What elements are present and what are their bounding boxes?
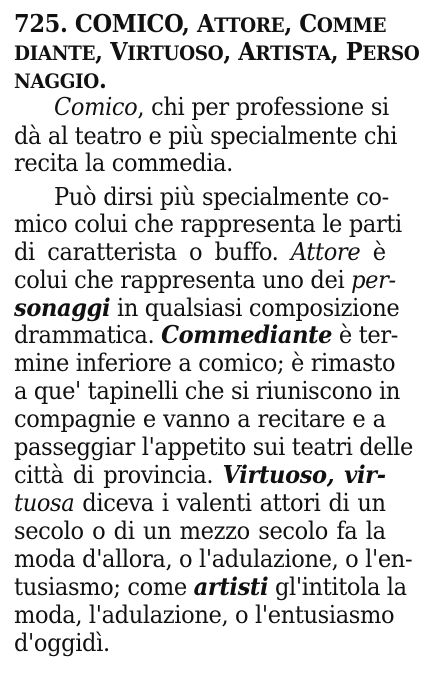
- text-run: .: [98, 65, 107, 94]
- body-line: [14, 265, 396, 295]
- text-run: , C: [284, 9, 317, 38]
- body-line: [14, 516, 386, 546]
- body-line: [14, 293, 400, 323]
- body-line: [14, 320, 398, 350]
- text-run: RTISTA: [255, 41, 331, 65]
- body-line: [14, 348, 396, 378]
- text-run: moda, l'adulazione, o l'entusiasmo: [14, 600, 395, 629]
- text-run: ERSO: [362, 41, 420, 65]
- heading-line: [14, 65, 386, 95]
- text-run: secolo o di un mezzo secolo fa la: [14, 516, 386, 545]
- body-line: [14, 460, 386, 490]
- body-line: [14, 572, 407, 602]
- text-run: colui che rappresenta uno dei: [14, 265, 352, 294]
- text-run: compagnie e vanno a recitare e a: [14, 404, 386, 433]
- text-run: Commediante: [161, 320, 333, 349]
- body-line: [14, 628, 386, 658]
- body-line: [54, 92, 389, 122]
- body-line: [54, 182, 389, 212]
- body-line: [14, 544, 413, 574]
- body-line: [14, 488, 386, 518]
- text-run: d'oggidì.: [14, 628, 110, 657]
- text-run: per-: [351, 265, 396, 294]
- heading-line: [14, 37, 420, 67]
- text-run: 725. COMICO, A: [14, 9, 215, 38]
- text-run: tusiasmo; come: [14, 572, 194, 601]
- text-run: NAGGIO: [14, 69, 99, 93]
- text-run: mine inferiore a comico; è rimasto: [14, 348, 396, 377]
- text-run: Può dirsi più specialmente co-: [54, 182, 389, 211]
- text-run: recita la commedia.: [14, 148, 233, 177]
- body-line: [14, 600, 395, 630]
- text-run: è: [360, 237, 386, 266]
- text-run: drammatica.: [14, 320, 162, 349]
- body-line: [14, 209, 402, 239]
- text-run: gl'intitola la: [268, 572, 407, 601]
- text-run: passeggiar l'appetito sui teatri delle: [14, 432, 413, 461]
- body-line: [14, 376, 400, 406]
- text-run: città di provincia.: [14, 460, 223, 489]
- text-run: , V: [95, 37, 128, 66]
- text-run: Attore: [290, 237, 361, 266]
- text-run: Virtuoso, vir-: [222, 460, 386, 489]
- body-line: [14, 121, 398, 151]
- text-run: TTORE: [214, 13, 285, 37]
- text-run: , A: [223, 37, 256, 66]
- body-line: [14, 237, 386, 267]
- text-run: , P: [330, 37, 363, 66]
- text-run: dà al teatro e più specialmente chi: [14, 121, 398, 150]
- text-run: sonaggi: [14, 293, 111, 322]
- body-line: [14, 148, 386, 178]
- text-run: in qualsiasi composizione: [110, 293, 400, 322]
- text-run: diceva i valenti attori di un: [74, 488, 386, 517]
- text-run: DIANTE: [14, 41, 96, 65]
- text-run: a que' tapinelli che si riuniscono in: [14, 376, 400, 405]
- text-run: di caratterista o buffo.: [14, 237, 291, 266]
- text-run: tuosa: [14, 488, 75, 517]
- text-run: artisti: [193, 572, 269, 601]
- text-run: IRTUOSO: [127, 41, 224, 65]
- body-line: [14, 432, 413, 462]
- text-run: OMME: [316, 13, 387, 37]
- text-run: Comico: [54, 92, 138, 121]
- text-run: mico colui che rappresenta le parti: [14, 209, 402, 238]
- text-run: moda d'allora, o l'adulazione, o l'en-: [14, 544, 413, 573]
- text-run: è ter-: [332, 320, 398, 349]
- body-line: [14, 404, 386, 434]
- text-run: , chi per professione si: [137, 92, 389, 121]
- heading-line: [14, 9, 386, 39]
